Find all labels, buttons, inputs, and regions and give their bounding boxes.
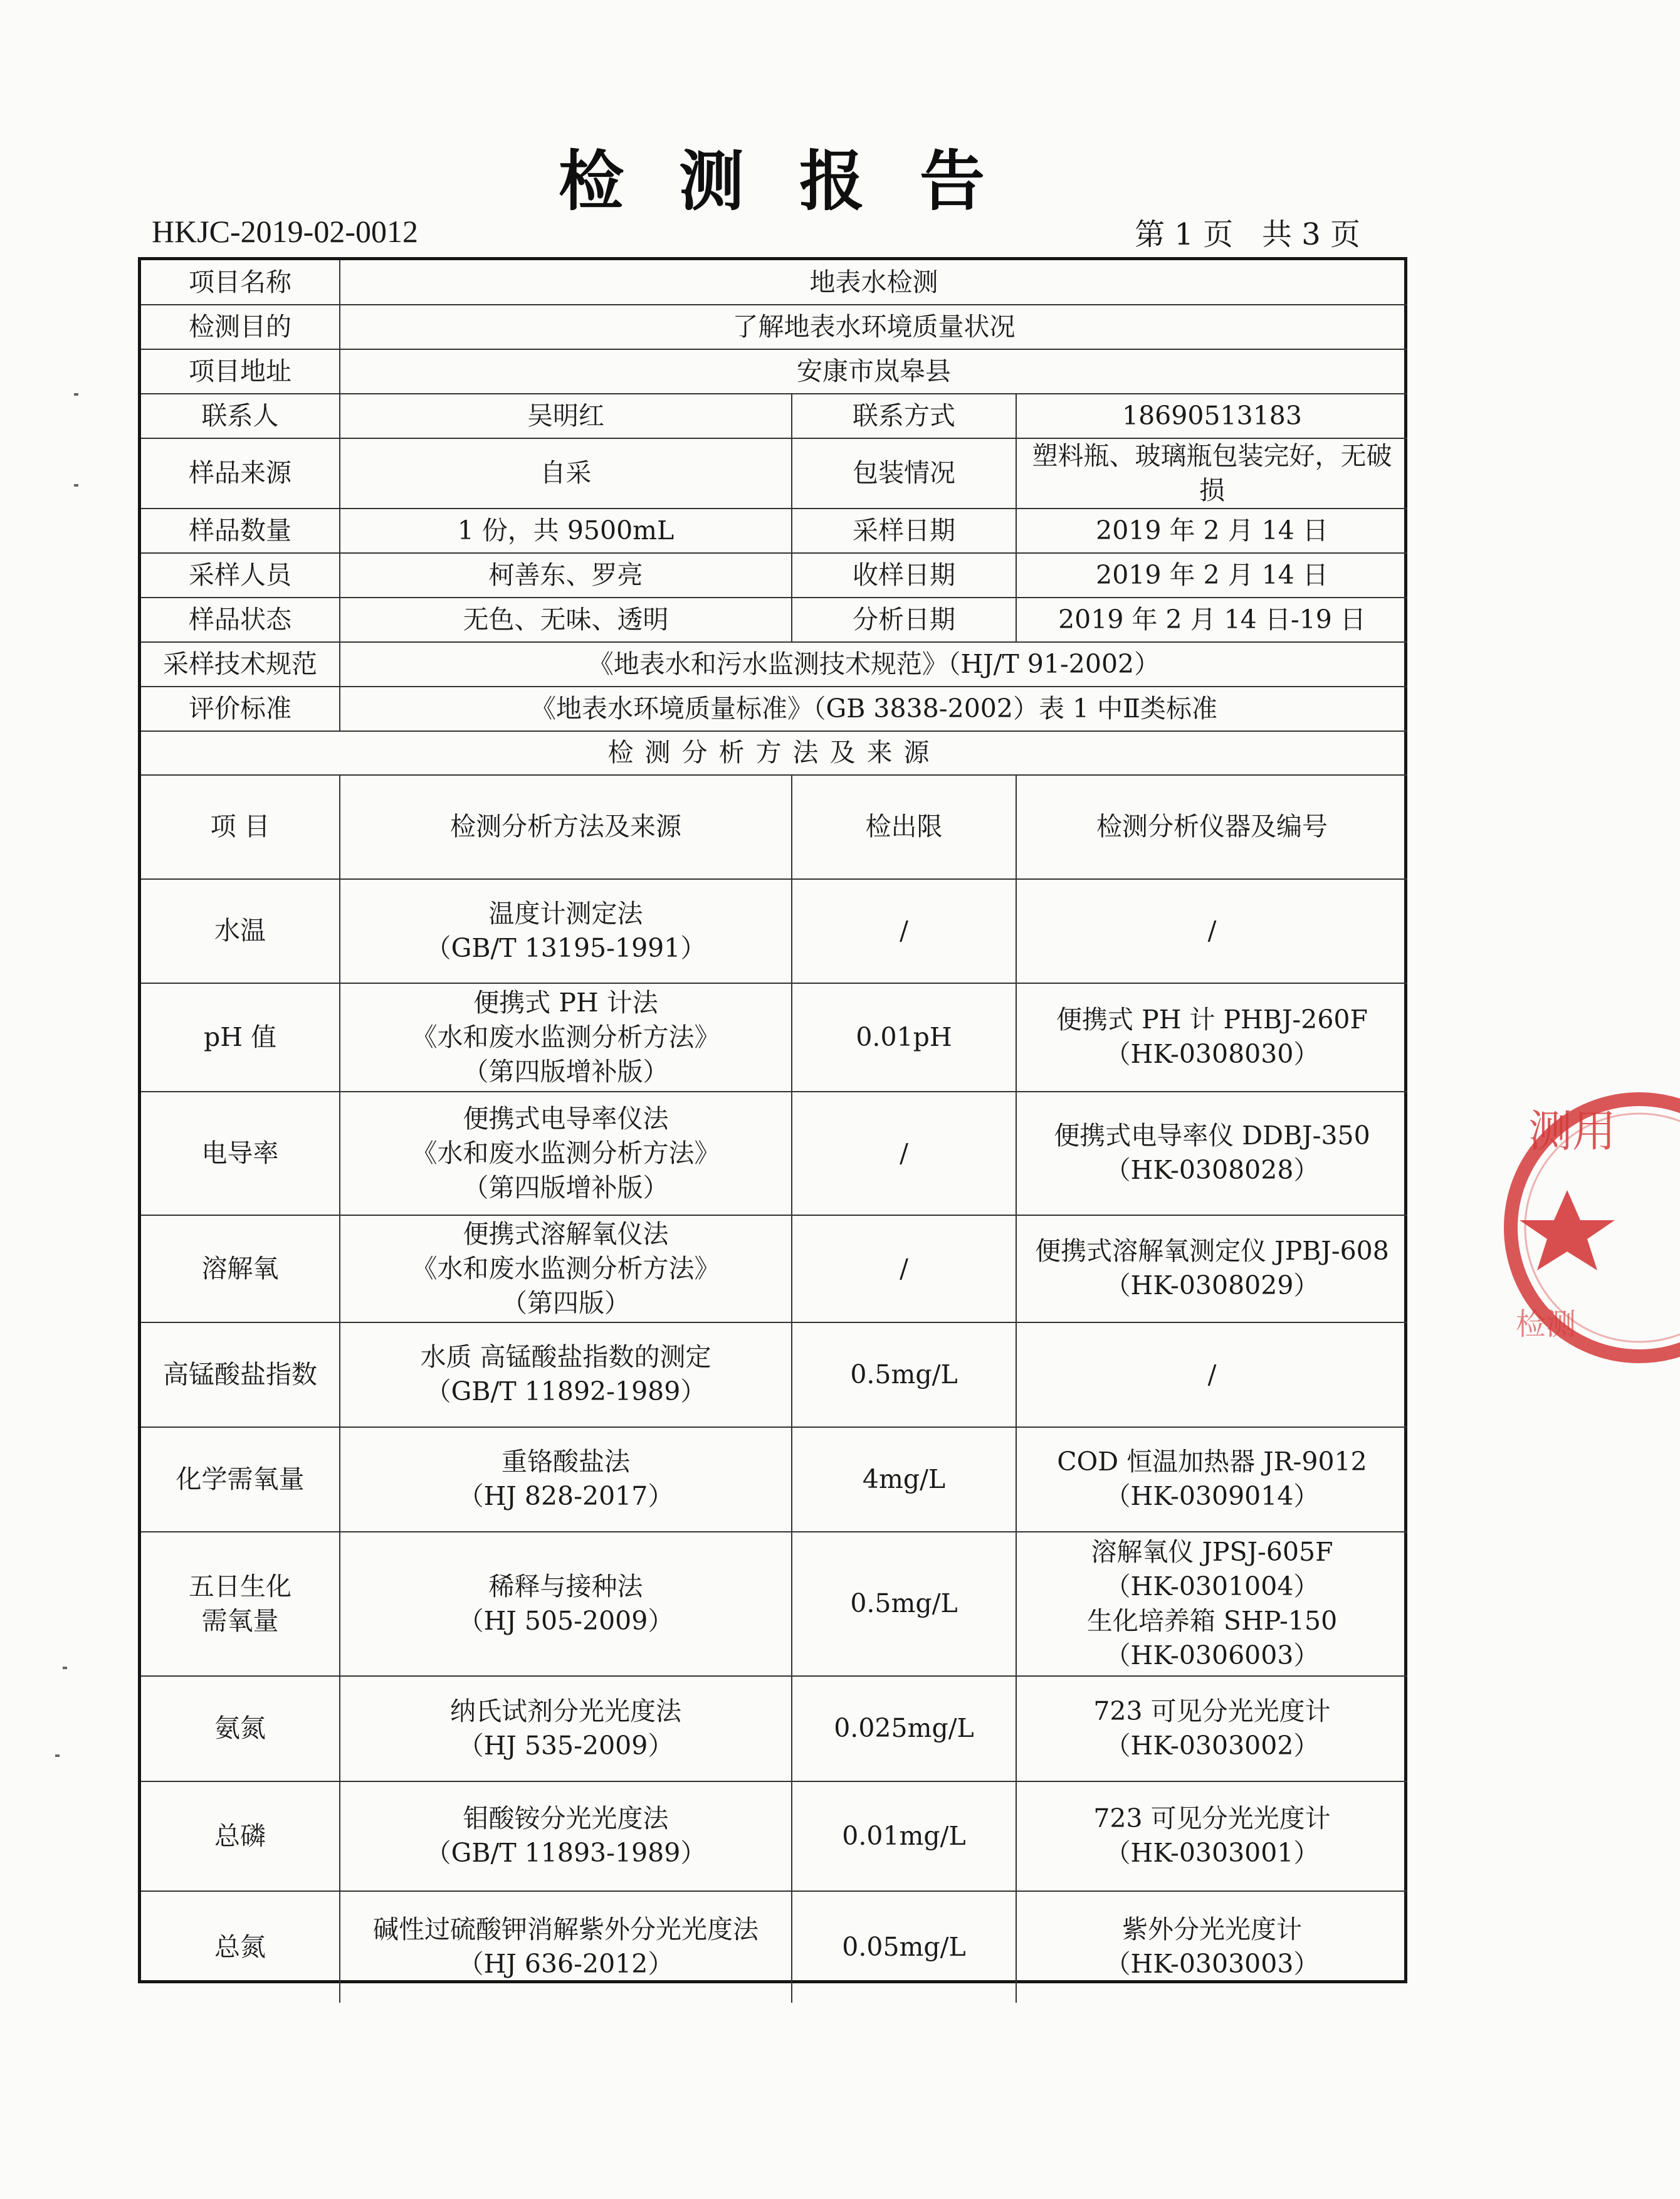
method-instrument-line: 便携式 PH 计 PHBJ-260F <box>1056 1005 1368 1035</box>
method-row <box>141 1092 1407 1215</box>
method-source-line: （第四版增补版） <box>463 1172 669 1203</box>
method-source <box>340 1781 792 1891</box>
info-label: 联系人 <box>141 394 340 438</box>
scan-speck <box>55 1754 60 1757</box>
method-limit: 0.5mg/L <box>792 1322 1016 1427</box>
scan-speck <box>74 393 78 396</box>
method-source-line: （GB/T 13195-1991） <box>425 932 706 963</box>
info-value: 了解地表水环境质量状况 <box>340 305 1407 349</box>
info-value: 18690513183 <box>1016 394 1407 438</box>
method-instrument-line: （HK-0308030） <box>1105 1039 1320 1070</box>
info-row <box>141 260 1407 305</box>
info-value: 2019 年 2 月 14 日 <box>1016 553 1407 598</box>
method-row <box>141 1676 1407 1781</box>
method-instrument <box>1016 983 1407 1092</box>
method-item-line: 高锰酸盐指数 <box>163 1359 317 1390</box>
info-row <box>141 349 1407 394</box>
method-instrument-line: （HK-0303002） <box>1105 1730 1320 1761</box>
section-title: 检测分析方法及来源 <box>141 731 1407 775</box>
method-row <box>141 983 1407 1092</box>
method-source <box>340 983 792 1092</box>
method-source-line: 便携式 PH 计法 <box>473 987 658 1018</box>
info-pair-row <box>141 509 1407 553</box>
info-label: 分析日期 <box>792 598 1016 642</box>
method-item-line: 溶解氧 <box>201 1253 279 1284</box>
method-item-line: 总氮 <box>214 1931 266 1962</box>
method-row <box>141 1891 1407 2003</box>
spec-row <box>141 642 1407 687</box>
info-pair-row <box>141 598 1407 642</box>
info-value: 2019 年 2 月 14 日 <box>1016 509 1407 553</box>
info-pair-row <box>141 438 1407 509</box>
method-limit: / <box>792 1092 1016 1215</box>
method-instrument-line: / <box>1207 1359 1217 1390</box>
method-instrument-line: 紫外分光光度计 <box>1122 1914 1302 1945</box>
method-source-line: （HJ 535-2009） <box>458 1730 674 1761</box>
info-label: 采样日期 <box>792 509 1016 553</box>
method-source-line: 水质 高锰酸盐指数的测定 <box>420 1342 711 1373</box>
spec-value: 《地表水环境质量标准》（GB 3838-2002）表 1 中Ⅱ类标准 <box>340 687 1407 731</box>
methods-header-row <box>141 775 1407 879</box>
spec-label: 采样技术规范 <box>141 642 340 687</box>
method-item <box>141 1532 340 1676</box>
method-instrument-line: 便携式电导率仪 DDBJ-350 <box>1054 1121 1370 1151</box>
report-title: 检测报告 <box>558 142 1040 219</box>
method-item-line: 化学需氧量 <box>176 1463 305 1494</box>
info-value: 地表水检测 <box>340 260 1407 305</box>
method-item-line: pH 值 <box>203 1021 277 1052</box>
method-instrument-line: （HK-0301004） <box>1105 1571 1320 1601</box>
method-row <box>141 1781 1407 1891</box>
method-source-line: （HJ 636-2012） <box>458 1949 674 1980</box>
method-source <box>340 1676 792 1781</box>
info-label: 样品来源 <box>141 438 340 509</box>
info-label: 项目名称 <box>141 260 340 305</box>
info-pair-row <box>141 553 1407 598</box>
info-value: 吴明红 <box>340 394 792 438</box>
method-instrument-line: （HK-0303001） <box>1105 1838 1320 1869</box>
info-label: 项目地址 <box>141 349 340 394</box>
column-header: 检测分析方法及来源 <box>340 775 792 879</box>
method-instrument <box>1016 1891 1407 2003</box>
method-item-line: 水温 <box>214 915 266 946</box>
method-item <box>141 1322 340 1427</box>
method-source <box>340 1092 792 1215</box>
method-limit: / <box>792 879 1016 983</box>
method-source-line: 便携式电导率仪法 <box>463 1103 669 1134</box>
method-item <box>141 1092 340 1215</box>
info-label: 联系方式 <box>792 394 1016 438</box>
method-source-line: 重铬酸盐法 <box>501 1447 630 1477</box>
method-source-line: （第四版） <box>501 1287 630 1318</box>
method-source-line: （HJ 505-2009） <box>458 1605 674 1636</box>
method-item-line: 五日生化 <box>189 1571 291 1601</box>
method-instrument-line: 723 可见分光光度计 <box>1093 1803 1331 1834</box>
method-instrument <box>1016 1781 1407 1891</box>
info-label: 样品数量 <box>141 509 340 553</box>
method-limit: / <box>792 1215 1016 1322</box>
method-source-line: 纳氏试剂分光光度法 <box>450 1695 681 1726</box>
method-item-line: 电导率 <box>201 1137 279 1168</box>
method-limit: 0.05mg/L <box>792 1891 1016 2003</box>
column-header: 检出限 <box>792 775 1016 879</box>
spec-value: 《地表水和污水监测技术规范》（HJ/T 91-2002） <box>340 642 1407 687</box>
report-table-frame <box>138 257 1407 1983</box>
method-limit: 0.01pH <box>792 983 1016 1092</box>
method-source-line: （GB/T 11893-1989） <box>425 1838 706 1869</box>
method-instrument <box>1016 1427 1407 1532</box>
method-instrument <box>1016 1215 1407 1322</box>
method-source <box>340 1427 792 1532</box>
method-instrument <box>1016 1322 1407 1427</box>
info-label: 样品状态 <box>141 598 340 642</box>
scan-speck <box>63 1667 67 1669</box>
method-instrument-line: 溶解氧仪 JPSJ-605F <box>1091 1537 1333 1567</box>
info-value: 塑料瓶、玻璃瓶包装完好，无破损 <box>1016 438 1407 509</box>
method-instrument-line: 生化培养箱 SHP-150 <box>1086 1605 1338 1636</box>
column-header: 检测分析仪器及编号 <box>1016 775 1407 879</box>
method-source-line: （GB/T 11892-1989） <box>425 1376 706 1407</box>
info-label: 收样日期 <box>792 553 1016 598</box>
column-header: 项 目 <box>141 775 340 879</box>
method-source-line: 碱性过硫酸钾消解紫外分光光度法 <box>373 1914 759 1945</box>
method-item <box>141 1891 340 2003</box>
method-source-line: 稀释与接种法 <box>488 1571 643 1601</box>
method-instrument <box>1016 1676 1407 1781</box>
method-instrument-line: （HK-0306003） <box>1105 1640 1320 1670</box>
info-label: 包装情况 <box>792 438 1016 509</box>
method-limit: 4mg/L <box>792 1427 1016 1532</box>
info-value: 自采 <box>340 438 792 509</box>
method-row <box>141 1532 1407 1676</box>
method-item-line: 氨氮 <box>214 1713 266 1744</box>
method-limit: 0.5mg/L <box>792 1532 1016 1676</box>
method-instrument-line: 723 可见分光光度计 <box>1093 1695 1331 1726</box>
method-instrument-line: 便携式溶解氧测定仪 JPBJ-608 <box>1035 1236 1389 1267</box>
method-instrument-line: （HK-0308029） <box>1105 1270 1320 1301</box>
spec-label: 评价标准 <box>141 687 340 731</box>
method-limit: 0.025mg/L <box>792 1676 1016 1781</box>
method-instrument-line: （HK-0309014） <box>1105 1481 1320 1512</box>
method-source-line: 《水和废水监测分析方法》 <box>411 1021 720 1052</box>
method-instrument <box>1016 1092 1407 1215</box>
method-source-line: （HJ 828-2017） <box>458 1481 674 1512</box>
method-item-line: 需氧量 <box>201 1605 279 1636</box>
method-source <box>340 1891 792 2003</box>
info-value: 无色、无味、透明 <box>340 598 792 642</box>
info-value: 2019 年 2 月 14 日-19 日 <box>1016 598 1407 642</box>
report-number: HKJC-2019-02-0012 <box>152 214 418 249</box>
method-source-line: （第四版增补版） <box>463 1056 669 1087</box>
method-source <box>340 1215 792 1322</box>
page-indicator: 第 1 页 共 3 页 <box>1135 217 1360 252</box>
method-limit: 0.01mg/L <box>792 1781 1016 1891</box>
method-source-line: 温度计测定法 <box>488 898 643 929</box>
info-value: 柯善东、罗亮 <box>340 553 792 598</box>
method-item <box>141 1427 340 1532</box>
method-source <box>340 879 792 983</box>
method-row <box>141 879 1407 983</box>
method-item-line: 总磷 <box>214 1820 266 1851</box>
info-row <box>141 305 1407 349</box>
info-label: 采样人员 <box>141 553 340 598</box>
method-source-line: 便携式溶解氧仪法 <box>463 1218 669 1249</box>
method-item <box>141 1676 340 1781</box>
method-row <box>141 1215 1407 1322</box>
report-table <box>141 260 1407 2003</box>
method-item <box>141 879 340 983</box>
method-source-line: 《水和废水监测分析方法》 <box>411 1253 720 1284</box>
method-instrument-line: （HK-0303003） <box>1105 1949 1320 1980</box>
seal-text-top: 测用 <box>1528 1105 1616 1157</box>
spec-row <box>141 687 1407 731</box>
method-instrument <box>1016 879 1407 983</box>
method-row <box>141 1322 1407 1427</box>
method-instrument-line: （HK-0308028） <box>1105 1155 1320 1186</box>
info-value: 安康市岚皋县 <box>340 349 1407 394</box>
info-pair-row <box>141 394 1407 438</box>
seal-text-bottom: 检测 <box>1516 1307 1577 1342</box>
section-header-row <box>141 731 1407 775</box>
scan-speck <box>74 484 78 487</box>
method-item <box>141 1781 340 1891</box>
method-source <box>340 1322 792 1427</box>
method-instrument-line: / <box>1207 915 1217 946</box>
method-source <box>340 1532 792 1676</box>
method-instrument-line: COD 恒温加热器 JR-9012 <box>1057 1447 1367 1477</box>
method-row <box>141 1427 1407 1532</box>
method-item <box>141 1215 340 1322</box>
method-source-line: 《水和废水监测分析方法》 <box>411 1137 720 1168</box>
method-item <box>141 983 340 1092</box>
info-value: 1 份，共 9500mL <box>340 509 792 553</box>
method-source-line: 钼酸铵分光光度法 <box>463 1803 669 1834</box>
method-instrument <box>1016 1532 1407 1676</box>
info-label: 检测目的 <box>141 305 340 349</box>
official-seal <box>1492 1077 1680 1378</box>
